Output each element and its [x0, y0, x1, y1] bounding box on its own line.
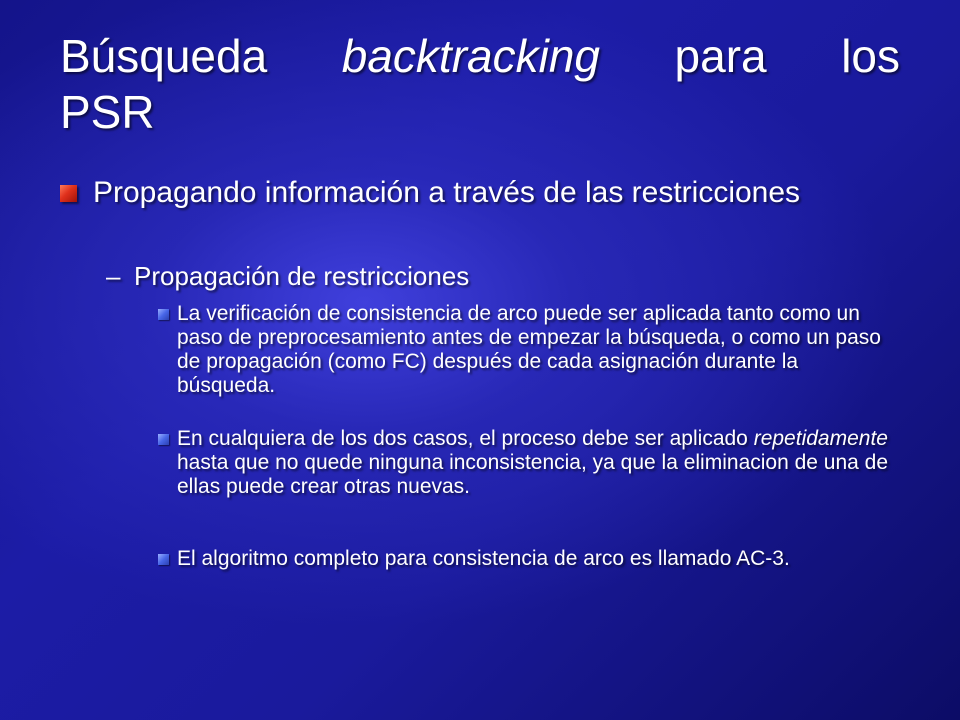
bullet-level2-text: Propagación de restricciones: [134, 261, 470, 291]
bullet-level1-text: Propagando información a través de las restricciones: [93, 176, 801, 209]
title-word-los: los: [841, 30, 900, 82]
title-word-busqueda: Búsqueda: [60, 30, 268, 82]
sub-bullet-2: [158, 427, 898, 499]
dash-bullet-icon: –: [106, 261, 121, 291]
blue-square-bullet-icon: [158, 309, 169, 320]
sub-bullet-2-after: hasta que no quede ninguna inconsistencia, ya que la eliminacion de una de ellas puede crear otras nuevas.: [177, 451, 889, 498]
sub-bullet-1: [158, 302, 898, 398]
bullet-level1: [60, 175, 860, 211]
title-line-1: [60, 28, 900, 84]
sub-bullet-2-emphasis: repetidamente: [753, 427, 888, 450]
title-line-2: PSR: [60, 86, 155, 138]
red-square-bullet-icon: [60, 185, 77, 202]
sub-bullet-3: [158, 547, 898, 571]
sub-bullet-3-text: El algoritmo completo para consistencia de arco es llamado AC-3.: [177, 547, 790, 570]
sub-bullet-2-text: [177, 427, 898, 499]
blue-square-bullet-icon: [158, 554, 169, 565]
sub-bullet-1-text: La verificación de consistencia de arco puede ser aplicada tanto como un paso de preprocesamiento antes de empezar la búsqueda, o como un paso de propagación (como FC) después de cada asignación durante la búsqueda.: [177, 302, 881, 397]
title-word-para: para: [674, 30, 767, 82]
slide-title: [60, 28, 900, 140]
blue-square-bullet-icon: [158, 434, 169, 445]
title-word-backtracking: backtracking: [341, 30, 600, 82]
bullet-level2: [106, 260, 866, 292]
sub-bullet-2-before: En cualquiera de los dos casos, el proceso debe ser aplicado: [177, 427, 754, 450]
